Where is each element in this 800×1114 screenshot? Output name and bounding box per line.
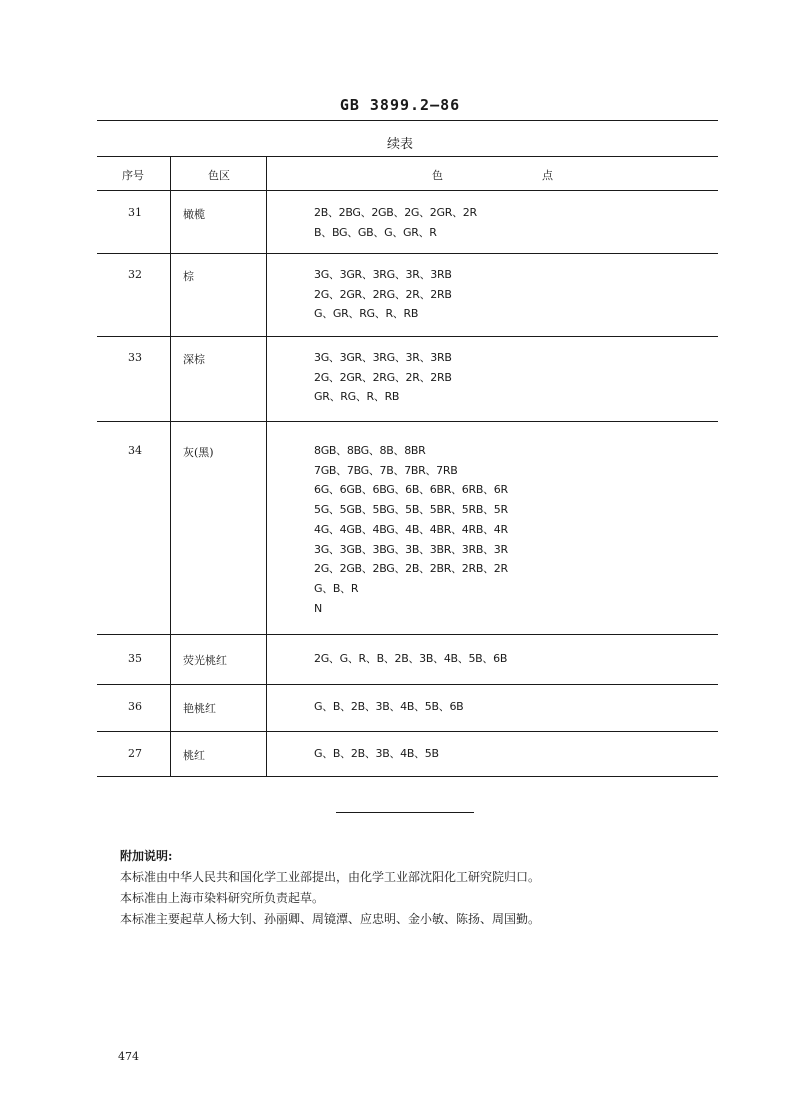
point-line: 5G、5GB、5BG、5B、5BR、5RB、5R <box>314 503 508 517</box>
row-seq: 27 <box>128 747 142 760</box>
point-line: 2G、2GR、2RG、2R、2RB <box>314 370 452 384</box>
point-line: G、GR、RG、R、RB <box>314 307 419 321</box>
row-seq: 32 <box>128 268 142 281</box>
point-line: 4G、4GB、4BG、4B、4BR、4RB、4R <box>314 522 508 536</box>
row-points <box>314 744 439 764</box>
point-line: G、B、R <box>314 581 359 595</box>
additional-notes <box>120 846 540 930</box>
point-line: 3G、3GR、3RG、3R、3RB <box>314 268 452 281</box>
header-rule <box>97 120 718 121</box>
row-divider <box>97 253 718 254</box>
row-divider <box>97 731 718 732</box>
notes-line: 本标准由中华人民共和国化学工业部提出，由化学工业部沈阳化工研究院归口。 <box>120 870 541 884</box>
row-divider <box>97 336 718 337</box>
row-region: 荧光桃红 <box>183 654 227 667</box>
column-rule <box>170 156 171 776</box>
row-region: 棕 <box>183 270 194 283</box>
row-points <box>314 265 452 324</box>
point-line: 3G、3GB、3BG、3B、3BR、3RB、3R <box>314 542 508 556</box>
point-line: N <box>314 601 322 615</box>
header-seq: 序号 <box>122 169 144 182</box>
point-line: 6G、6GB、6BG、6B、6BR、6RB、6R <box>314 483 508 497</box>
point-line: 2G、2GB、2BG、2B、2BR、2RB、2R <box>314 562 508 576</box>
row-points <box>314 649 507 669</box>
point-line: GR、RG、R、RB <box>314 390 400 404</box>
row-divider <box>97 684 718 685</box>
point-line: 7GB、7BG、7B、7BR、7RB <box>314 463 458 477</box>
point-line: 8GB、8BG、8B、8BR <box>314 444 426 457</box>
row-points <box>314 441 508 618</box>
row-region: 桃红 <box>183 749 205 762</box>
row-region: 灰(黑) <box>183 446 214 459</box>
header-points-1: 色 <box>432 169 443 182</box>
notes-line: 本标准由上海市染料研究所负责起草。 <box>120 891 325 905</box>
notes-title: 附加说明: <box>120 849 173 863</box>
point-line: G、B、2B、3B、4B、5B <box>314 747 439 760</box>
row-region: 艳桃红 <box>183 702 216 715</box>
row-seq: 36 <box>128 700 142 713</box>
row-points <box>314 348 452 407</box>
page-number: 474 <box>118 1050 139 1063</box>
row-points <box>314 203 477 242</box>
row-points <box>314 697 463 717</box>
row-seq: 35 <box>128 652 142 665</box>
table-top-rule <box>97 156 718 157</box>
notes-line: 本标准主要起草人杨大钊、孙丽卿、周镜潭、应忠明、金小敏、陈扬、周国勤。 <box>120 912 541 926</box>
table-bottom-rule <box>97 776 718 777</box>
row-divider <box>97 421 718 422</box>
point-line: B、BG、GB、G、GR、R <box>314 225 437 239</box>
row-seq: 31 <box>128 206 142 219</box>
point-line: G、B、2B、3B、4B、5B、6B <box>314 700 464 713</box>
point-line: 3G、3GR、3RG、3R、3RB <box>314 351 452 364</box>
table-caption: 续表 <box>386 137 413 152</box>
point-line: 2B、2BG、2GB、2G、2GR、2R <box>314 206 477 219</box>
column-rule <box>266 156 267 776</box>
row-seq: 34 <box>128 444 142 457</box>
point-line: 2G、G、R、B、2B、3B、4B、5B、6B <box>314 652 508 665</box>
header-points-2: 点 <box>542 169 553 182</box>
header-region: 色区 <box>208 169 230 182</box>
row-seq: 33 <box>128 351 142 364</box>
standard-code: GB 3899.2—86 <box>339 96 461 114</box>
row-divider <box>97 634 718 635</box>
row-region: 橄榄 <box>183 208 205 221</box>
point-line: 2G、2GR、2RG、2R、2RB <box>314 287 452 301</box>
end-rule <box>336 812 474 813</box>
row-region: 深棕 <box>183 353 205 366</box>
table-header-rule <box>97 190 718 191</box>
